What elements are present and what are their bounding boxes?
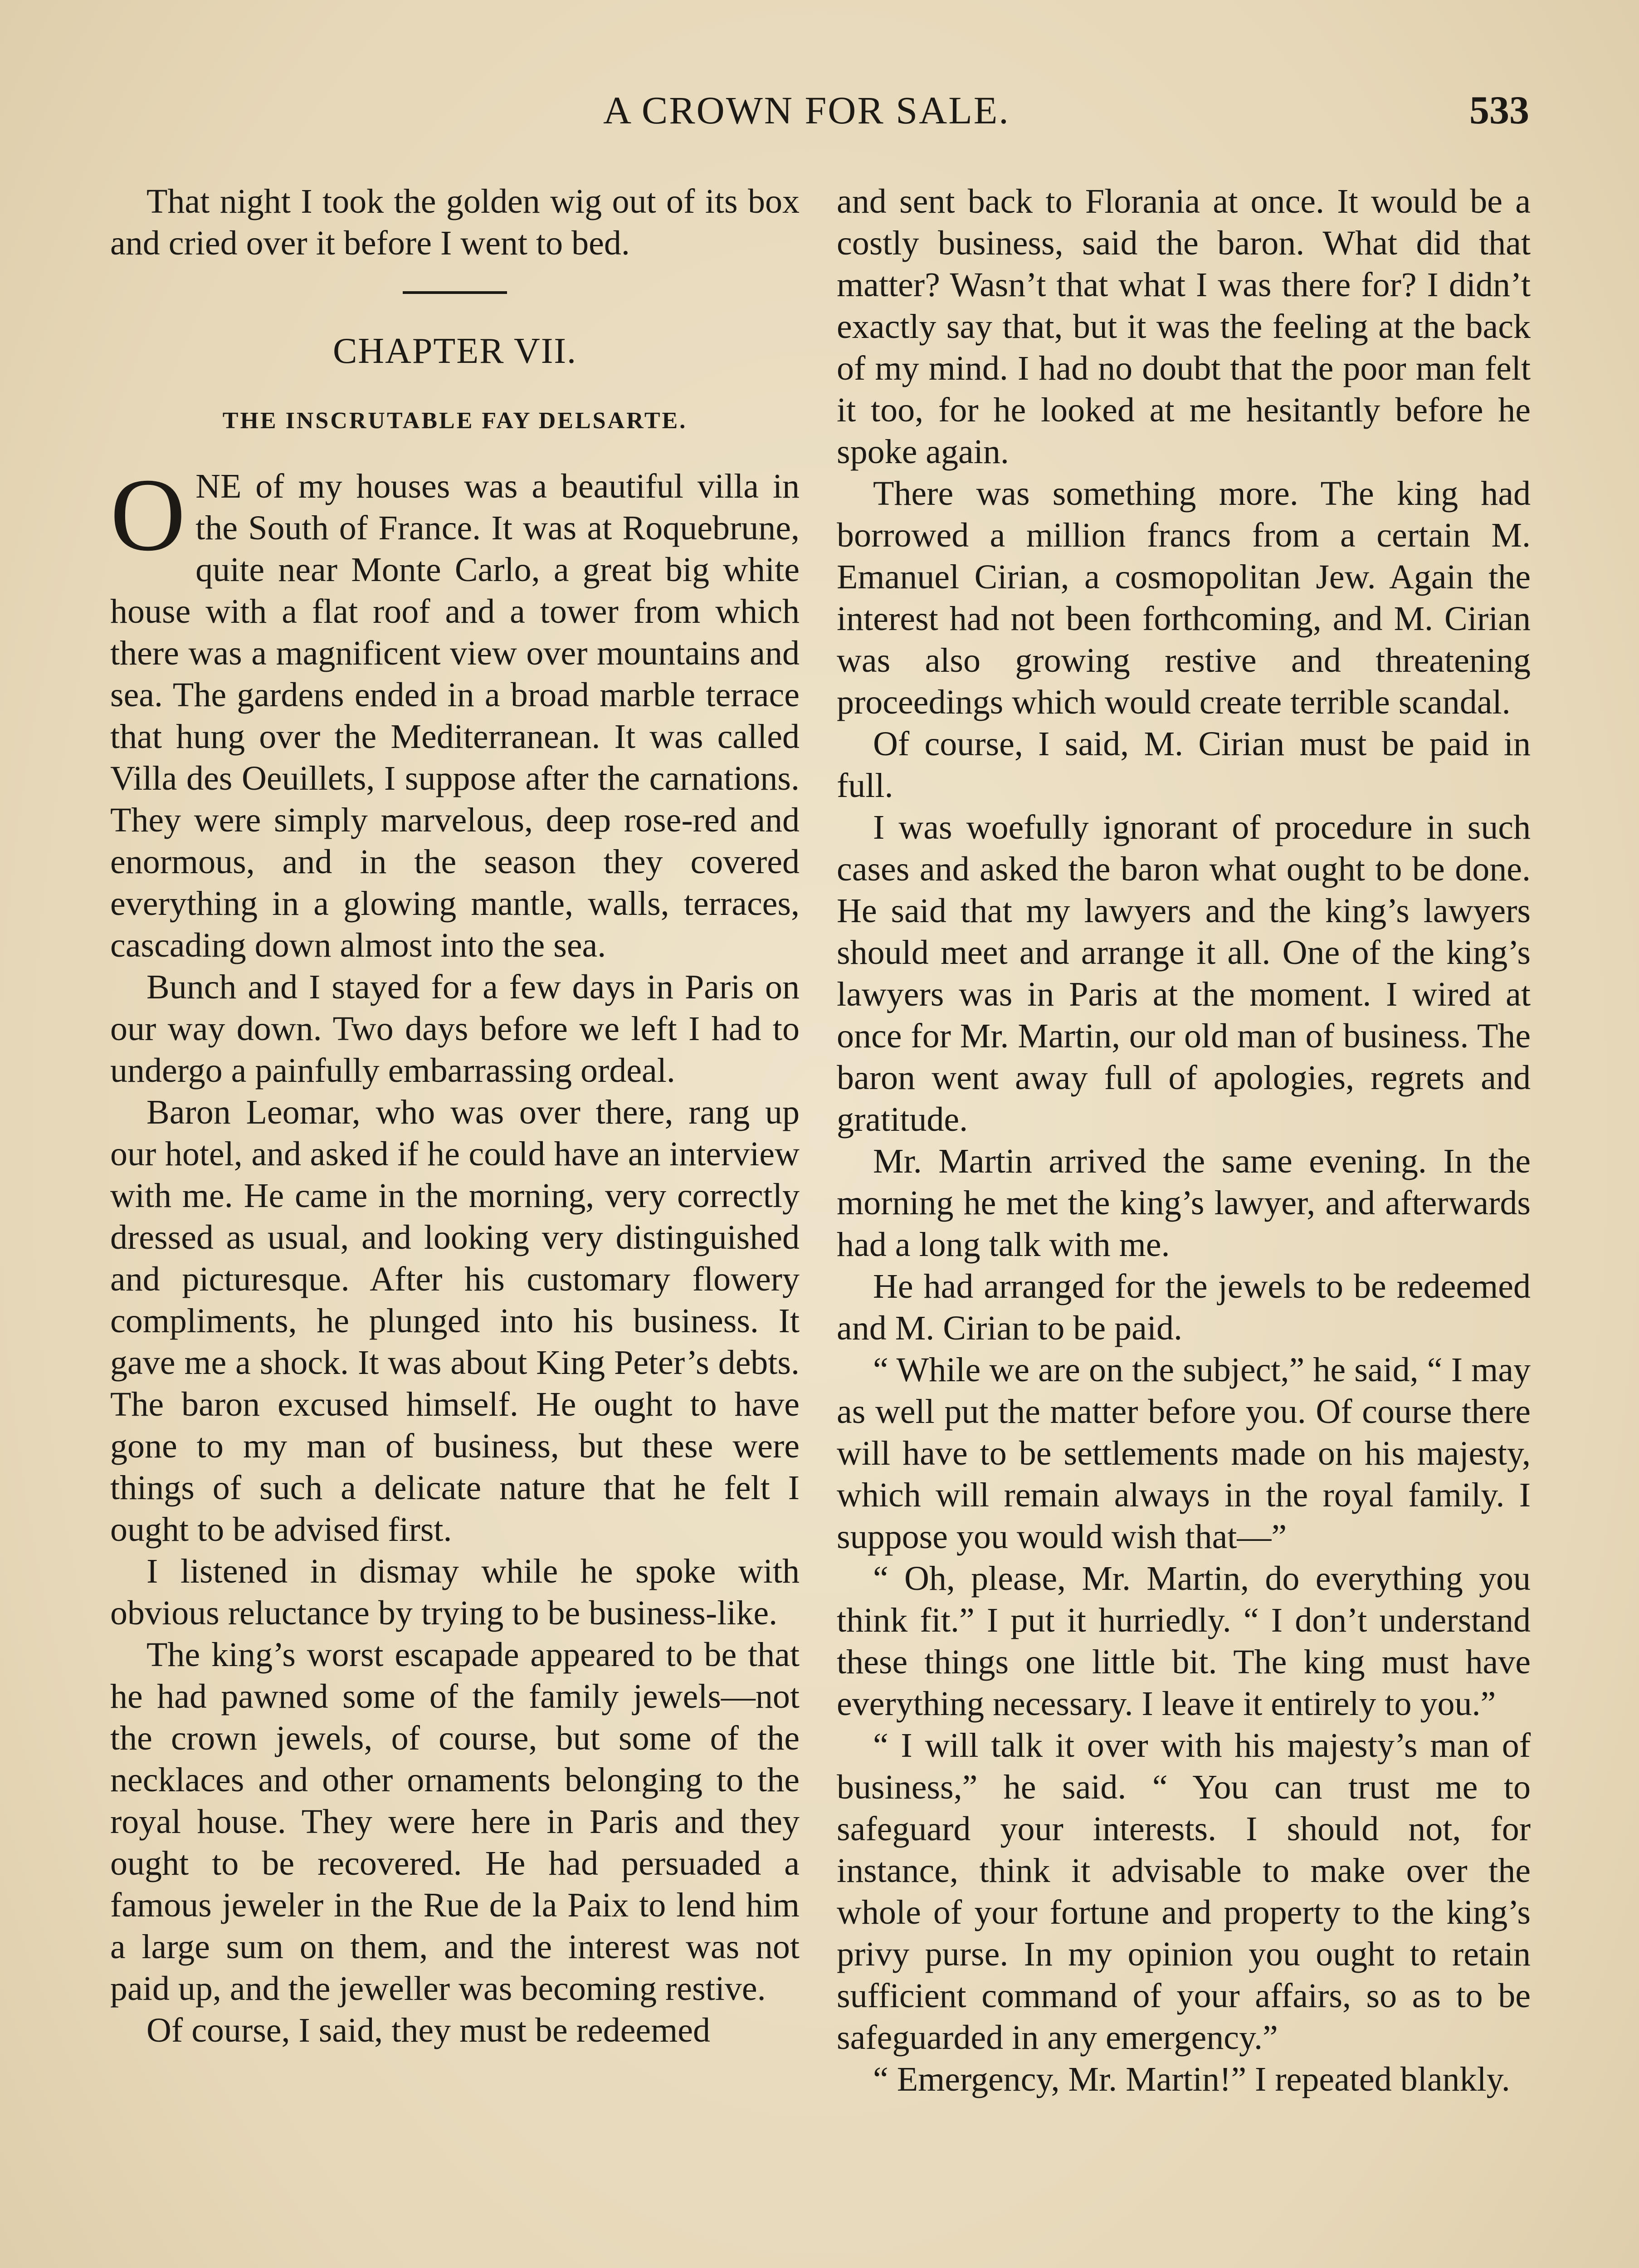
paragraph: I was woefully ignorant of procedure in such cases and asked the baron what ought to be done. He said that my lawyers and the king’s lawyers should meet and arrange it all. One of the king’s lawyers was in Paris at the moment. I wired at once for Mr. Martin, our old man of business. The baron went away full of apologies, regrets and gratitude. xyxy=(837,808,1531,1139)
chapter-subtitle: THE INSCRUTABLE FAY DELSARTE. xyxy=(222,408,688,434)
chapter-title: CHAPTER VII. xyxy=(332,331,577,371)
paragraph: He had arranged for the jewels to be redeemed and M. Cirian to be paid. xyxy=(837,1267,1531,1347)
page-number: 533 xyxy=(1469,88,1529,132)
paragraph: I listened in dismay while he spoke with obvious reluctance by trying to be business-like. xyxy=(110,1552,800,1632)
paragraph: Of course, I said, they must be redeemed xyxy=(146,2011,711,2049)
first-paragraph-text: NE of my houses was a beautiful villa in the South of France. It was at Roquebrune, quite near Monte Carlo, a great big white house with a flat roof and a tower from which there was a magnificent view over mountains and sea. The gardens ended in a broad marble terrace that hung over the Mediterranean. It was called Villa des Oeuillets, I suppose after the carnations. They were simply marvelous, deep rose-red and enormous, and in the season they covered everything in a glowing mantle, walls, terraces, cascading down almost into the sea. xyxy=(110,467,800,964)
drop-cap: O xyxy=(110,457,186,572)
continuation-paragraph: and sent back to Florania at once. It would be a costly business, said the baron. What did that matter? Wasn’t that what I was there for? I didn’t exactly say that, but it was the feeling at the back of my mind. I had no doubt that the poor man felt it too, for he looked at me hesitantly before he spoke again. xyxy=(837,182,1531,471)
left-column xyxy=(110,181,800,2051)
paragraph: Bunch and I stayed for a few days in Paris on our way down. Two days before we left I had to undergo a painfully embarrassing ordeal. xyxy=(110,968,800,1090)
paragraph: The king’s worst escapade appeared to be that he had pawned some of the family jewels—not the crown jewels, of course, but some of the necklaces and other ornaments belonging to the royal house. They were here in Paris and they ought to be recovered. He had persuaded a famous jeweler in the Rue de la Paix to lend him a large sum on them, and the interest was not paid up, and the jeweller was becoming restive. xyxy=(110,1636,800,2008)
paragraph: Baron Leomar, who was over there, rang up our hotel, and asked if he could have an interview with me. He came in the morning, very correctly dressed as usual, and looking very distinguished and picturesque. After his customary flowery compliments, he plunged into his business. It gave me a shock. It was about King Peter’s debts. The baron excused himself. He ought to have gone to my man of business, but these were things of such a delicate nature that he felt I ought to be advised first. xyxy=(110,1093,800,1549)
paragraph: “ While we are on the subject,” he said, “ I may as well put the matter before you. Of course there will have to be settlements made on his majesty, which will remain always in the royal family. I suppose you would wish that—” xyxy=(837,1351,1531,1556)
section-divider xyxy=(403,291,507,294)
right-column xyxy=(837,181,1531,2100)
paragraph: There was something more. The king had borrowed a million francs from a certain M. Emanuel Cirian, a cosmopolitan Jew. Again the interest had not been forthcoming, and M. Cirian was also growing restive and threatening proceedings which would create terrible scandal. xyxy=(837,474,1531,721)
paragraph: Of course, I said, M. Cirian must be paid in full. xyxy=(837,725,1531,805)
paragraph: “ I will talk it over with his majesty’s man of business,” he said. “ You can trust me to safeguard your interests. I should not, for instance, think it advisable to make over the whole of your fortune and property to the king’s privy purse. In my opinion you ought to retain sufficient command of your affairs, so as to be safeguarded in any emergency.” xyxy=(837,1726,1531,2057)
paragraph: “ Emergency, Mr. Martin!” I repeated blankly. xyxy=(873,2060,1510,2098)
paragraph: “ Oh, please, Mr. Martin, do everything you think fit.” I put it hurriedly. “ I don’t understand these things one little bit. The king must have everything necessary. I leave it entirely to you.” xyxy=(837,1559,1531,1723)
running-title: A CROWN FOR SALE. xyxy=(603,88,1010,132)
opening-paragraph: That night I took the golden wig out of its box and cried over it before I went to bed. xyxy=(110,182,800,262)
chapter-first-paragraph xyxy=(110,457,800,966)
paragraph: Mr. Martin arrived the same evening. In the morning he met the king’s lawyer, and afterwards had a long talk with me. xyxy=(837,1142,1531,1264)
